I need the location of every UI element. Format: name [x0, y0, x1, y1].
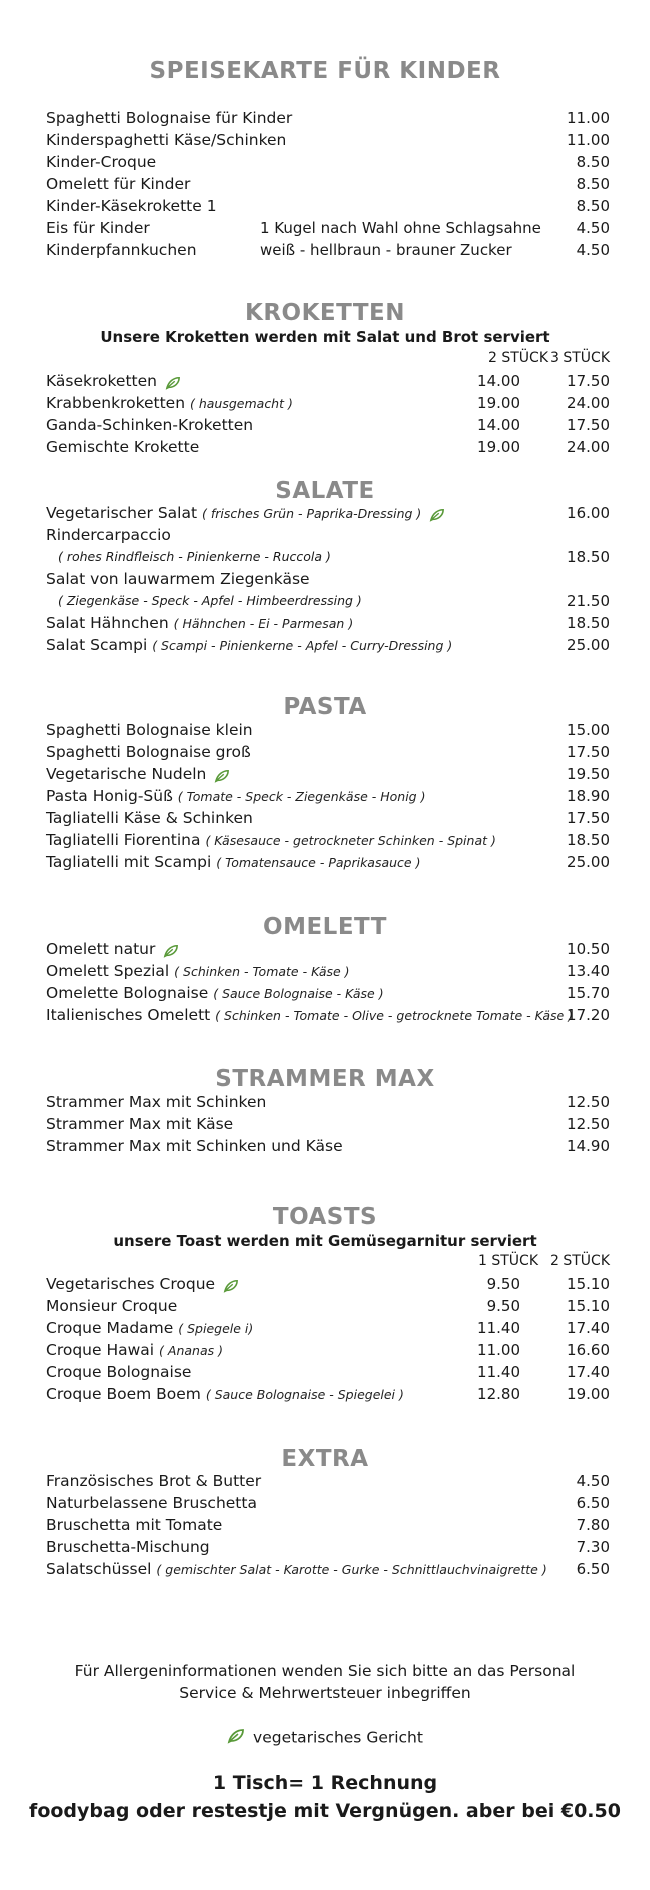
menu-item [46, 151, 610, 173]
footer-table-bill: 1 Tisch= 1 Rechnung [212, 1772, 438, 1794]
section-subtitle-toasts: unsere Toast werden mit Gemüsegarnitur serviert [113, 1232, 537, 1250]
item-price: 12.50 [567, 1115, 610, 1133]
item-name [46, 502, 445, 525]
item-price-col1: 19.00 [477, 394, 520, 412]
item-price: 10.50 [567, 940, 610, 958]
item-name-text: Krabbenkroketten [46, 394, 186, 412]
item-name-text: Spaghetti Bolognaise klein [46, 721, 253, 739]
menu-item [46, 1492, 610, 1514]
section-subtitle-kroketten: Unsere Kroketten werden mit Salat und Brot serviert [100, 328, 550, 346]
item-name [46, 107, 292, 129]
item-name [46, 938, 179, 960]
menu-item [46, 634, 610, 656]
menu-item [46, 1317, 610, 1339]
menu-item [46, 1514, 610, 1536]
item-name [46, 741, 251, 763]
item-price: 18.90 [567, 787, 610, 805]
menu-item [46, 1339, 610, 1361]
item-price: 17.50 [567, 809, 610, 827]
item-price: 17.20 [567, 1006, 610, 1024]
kroketten-col-3-stueck: 3 STÜCK [550, 350, 610, 366]
item-name-text: Kinderpfannkuchen [46, 241, 197, 259]
item-price-col2: 16.60 [567, 1341, 610, 1359]
item-name [46, 195, 217, 217]
item-name [46, 1470, 261, 1492]
vegetarian-leaf-icon [214, 767, 230, 783]
menu-item [46, 195, 610, 217]
item-name-text: Vegetarische Nudeln [46, 765, 207, 783]
item-price-col2: 24.00 [567, 394, 610, 412]
menu-item [46, 436, 610, 458]
item-name-text: Croque Bolognaise [46, 1363, 192, 1381]
kroketten-col-2-stueck: 2 STÜCK [488, 350, 548, 366]
item-name-text: Spaghetti Bolognaise groß [46, 743, 251, 761]
menu-item [46, 173, 610, 195]
item-name-text: Bruschetta-Mischung [46, 1538, 210, 1556]
item-price-col2: 15.10 [567, 1275, 610, 1293]
item-name-text: Eis für Kinder [46, 219, 150, 237]
vegetarian-leaf-icon [227, 1728, 245, 1748]
item-price: 4.50 [576, 241, 610, 259]
vegetarian-leaf-icon [223, 1277, 239, 1293]
footer-foodybag: foodybag oder restestje mit Vergnügen. aber bei €0.50 [29, 1800, 621, 1822]
item-name [46, 634, 452, 657]
menu-item [46, 370, 610, 392]
menu-item [46, 1383, 610, 1405]
section-title-extra: EXTRA [281, 1446, 369, 1472]
vegetarian-leaf-icon [165, 374, 181, 390]
menu-item [46, 1113, 610, 1135]
item-note: ( Scampi - Pinienkerne - Apfel - Curry-Dressing ) [152, 638, 453, 653]
item-name-text: Tagliatelli Fiorentina [46, 831, 201, 849]
item-price: 18.50 [567, 831, 610, 849]
item-name [46, 1091, 266, 1113]
item-price: 19.50 [567, 765, 610, 783]
item-price-col2: 17.40 [567, 1363, 610, 1381]
item-name-text: Monsieur Croque [46, 1297, 178, 1315]
item-price: 18.50 [567, 548, 610, 566]
menu-item [46, 1558, 610, 1580]
item-note: ( Tomatensauce - Paprikasauce ) [216, 855, 421, 870]
item-name-text: Französisches Brot & Butter [46, 1472, 262, 1490]
item-price: 12.50 [567, 1093, 610, 1111]
menu-item [46, 1470, 610, 1492]
item-name-text: Omelett für Kinder [46, 175, 191, 193]
item-name [46, 982, 384, 1005]
footer-service-note: Service & Mehrwertsteuer inbegriffen [179, 1684, 471, 1702]
footer-allergen-note: Für Allergeninformationen wenden Sie sich bitte an das Personal [74, 1662, 576, 1680]
item-price: 15.70 [567, 984, 610, 1002]
item-name [46, 173, 190, 195]
item-name-text: Croque Boem Boem [46, 1385, 201, 1403]
section-title-strammer-max: STRAMMER MAX [215, 1066, 435, 1092]
menu-item [46, 239, 610, 261]
item-name [46, 239, 197, 261]
item-name [46, 1558, 547, 1581]
item-note: ( Sauce Bolognaise - Käse ) [213, 986, 384, 1001]
item-name-text: Italienisches Omelett [46, 1006, 211, 1024]
item-price-col2: 24.00 [567, 438, 610, 456]
item-price: 15.00 [567, 721, 610, 739]
menu-item [46, 524, 610, 546]
item-name-text: Salat Hähnchen [46, 614, 169, 632]
item-description: 1 Kugel nach Wahl ohne Schlagsahne [260, 219, 541, 237]
item-name [46, 612, 353, 635]
menu-item [46, 1536, 610, 1558]
item-name [46, 1492, 257, 1514]
item-name-text: Bruschetta mit Tomate [46, 1516, 223, 1534]
item-price: 11.00 [567, 131, 610, 149]
item-name [46, 829, 496, 852]
menu-item [46, 1295, 610, 1317]
vegetarian-leaf-icon [429, 506, 445, 522]
menu-item [46, 1135, 610, 1157]
item-note: ( Spiegele i) [178, 1321, 254, 1336]
item-name [46, 1361, 191, 1383]
item-name [46, 414, 253, 436]
item-price-col1: 9.50 [486, 1297, 520, 1315]
section-title-pasta: PASTA [283, 694, 367, 720]
menu-item [46, 546, 610, 568]
menu-item [46, 414, 610, 436]
item-name [46, 807, 253, 829]
item-name-text: Vegetarischer Salat [46, 504, 198, 522]
menu-item [46, 938, 610, 960]
item-price-col2: 15.10 [567, 1297, 610, 1315]
item-name-text: Omelett Spezial [46, 962, 170, 980]
item-name [46, 1295, 177, 1317]
item-name-text: Strammer Max mit Käse [46, 1115, 234, 1133]
item-price: 16.00 [567, 504, 610, 522]
item-name [46, 568, 310, 590]
section-title-omelett: OMELETT [263, 914, 387, 940]
menu-item [46, 741, 610, 763]
item-price: 8.50 [576, 197, 610, 215]
menu-item [46, 807, 610, 829]
item-price: 4.50 [576, 1472, 610, 1490]
item-price-col1: 11.40 [477, 1319, 520, 1337]
item-name-text: Croque Madame [46, 1319, 174, 1337]
item-price-col2: 17.50 [567, 372, 610, 390]
menu-item [46, 960, 610, 982]
item-name [46, 1383, 404, 1406]
item-price-col1: 9.50 [486, 1275, 520, 1293]
item-name [46, 1317, 253, 1340]
menu-item [46, 129, 610, 151]
item-note: ( Ananas ) [159, 1343, 223, 1358]
item-price: 11.00 [567, 109, 610, 127]
item-price: 6.50 [576, 1494, 610, 1512]
item-name-text: Salatschüssel [46, 1560, 152, 1578]
footer-veg-legend [0, 1728, 650, 1748]
menu-item [46, 763, 610, 785]
item-price: 13.40 [567, 962, 610, 980]
menu-item [46, 612, 610, 634]
menu-item [46, 719, 610, 741]
item-name-text: Salat von lauwarmem Ziegenkäse [46, 570, 310, 588]
item-note: ( Tomate - Speck - Ziegenkäse - Honig ) [177, 789, 426, 804]
item-name [46, 719, 253, 741]
menu-item [46, 982, 610, 1004]
item-name-text: Spaghetti Bolognaise für Kinder [46, 109, 293, 127]
item-note: ( hausgemacht ) [189, 396, 293, 411]
item-name [46, 785, 425, 808]
item-price: 8.50 [576, 175, 610, 193]
item-name-text: Käsekroketten [46, 372, 157, 390]
item-price-col1: 14.00 [477, 416, 520, 434]
menu-item [46, 392, 610, 414]
item-name [46, 1113, 233, 1135]
veg-legend-text: vegetarisches Gericht [253, 1728, 423, 1747]
item-name [46, 392, 293, 415]
menu-item [46, 568, 610, 590]
item-price-col2: 19.00 [567, 1385, 610, 1403]
item-price-col2: 17.50 [567, 416, 610, 434]
item-name [46, 1004, 573, 1027]
toasts-col-1-stueck: 1 STÜCK [478, 1253, 538, 1269]
item-name-text: Kinder-Käsekrokette 1 [46, 197, 217, 215]
item-price-col1: 19.00 [477, 438, 520, 456]
toasts-col-2-stueck: 2 STÜCK [550, 1253, 610, 1269]
item-price: 25.00 [567, 853, 610, 871]
item-price-col1: 11.40 [477, 1363, 520, 1381]
item-name [46, 151, 156, 173]
item-description: weiß - hellbraun - brauner Zucker [260, 241, 512, 259]
item-name-text: Kinder-Croque [46, 153, 157, 171]
item-name [46, 129, 286, 151]
menu-item [46, 1361, 610, 1383]
item-note: ( Schinken - Tomate - Käse ) [174, 964, 350, 979]
item-name [46, 1514, 222, 1536]
menu-item [46, 1004, 610, 1026]
item-price-col2: 17.40 [567, 1319, 610, 1337]
menu-item [46, 1273, 610, 1295]
item-name-text: Strammer Max mit Schinken und Käse [46, 1137, 343, 1155]
item-note: ( Hähnchen - Ei - Parmesan ) [173, 616, 354, 631]
section-title-kinder: SPEISEKARTE FÜR KINDER [149, 58, 501, 84]
menu-item [46, 851, 610, 873]
menu-item [46, 217, 610, 239]
item-name [46, 436, 199, 458]
item-price: 7.30 [576, 1538, 610, 1556]
item-price: 21.50 [567, 592, 610, 610]
item-name [46, 1536, 210, 1558]
item-name [46, 1135, 343, 1157]
item-name-text: Rindercarpaccio [46, 526, 171, 544]
menu-item [46, 107, 610, 129]
item-note: ( Käsesauce - getrockneter Schinken - Spinat ) [205, 833, 496, 848]
item-name [46, 763, 230, 785]
item-price: 7.80 [576, 1516, 610, 1534]
item-name-text: Omelette Bolognaise [46, 984, 209, 1002]
item-price-col1: 11.00 [477, 1341, 520, 1359]
item-note: ( frisches Grün - Paprika-Dressing ) [201, 506, 422, 521]
item-name-text: Ganda-Schinken-Kroketten [46, 416, 254, 434]
item-name [46, 851, 420, 874]
item-name [46, 1339, 223, 1362]
item-name-text: Tagliatelli Käse & Schinken [46, 809, 253, 827]
item-price: 6.50 [576, 1560, 610, 1578]
item-price-col1: 12.80 [477, 1385, 520, 1403]
menu-item [46, 785, 610, 807]
item-name-text: Vegetarisches Croque [46, 1275, 216, 1293]
item-note: ( Sauce Bolognaise - Spiegelei ) [205, 1387, 404, 1402]
item-name [46, 524, 171, 546]
item-price: 8.50 [576, 153, 610, 171]
item-note: ( gemischter Salat - Karotte - Gurke - Schnittlauchvinaigrette ) [156, 1562, 547, 1577]
item-name-text: Pasta Honig-Süß [46, 787, 173, 805]
item-price: 17.50 [567, 743, 610, 761]
item-name-text: Naturbelassene Bruschetta [46, 1494, 257, 1512]
item-price-col1: 14.00 [477, 372, 520, 390]
item-note: ( Schinken - Tomate - Olive - getrocknete Tomate - Käse ) [215, 1008, 574, 1023]
item-price: 25.00 [567, 636, 610, 654]
item-name-text: Gemischte Krokette [46, 438, 200, 456]
menu-item [46, 829, 610, 851]
item-subnote: ( rohes Rindfleisch - Pinienkerne - Ruccola ) [58, 549, 331, 564]
item-name [46, 217, 150, 239]
menu-item [46, 590, 610, 612]
item-price: 4.50 [576, 219, 610, 237]
item-price: 14.90 [567, 1137, 610, 1155]
item-name-text: Omelett natur [46, 940, 156, 958]
item-name-text: Strammer Max mit Schinken [46, 1093, 267, 1111]
vegetarian-leaf-icon [163, 942, 179, 958]
menu-item [46, 502, 610, 524]
section-title-toasts: TOASTS [272, 1204, 378, 1230]
section-title-kroketten: KROKETTEN [245, 300, 405, 326]
item-name-text: Tagliatelli mit Scampi [46, 853, 212, 871]
item-subnote: ( Ziegenkäse - Speck - Apfel - Himbeerdressing ) [58, 593, 362, 608]
item-name [46, 1273, 239, 1295]
item-name [46, 370, 181, 392]
item-name-text: Salat Scampi [46, 636, 148, 654]
item-name-text: Croque Hawai [46, 1341, 155, 1359]
item-name-text: Kinderspaghetti Käse/Schinken [46, 131, 287, 149]
menu-item [46, 1091, 610, 1113]
item-name [46, 960, 350, 983]
item-price: 18.50 [567, 614, 610, 632]
section-title-salate: SALATE [275, 478, 375, 504]
